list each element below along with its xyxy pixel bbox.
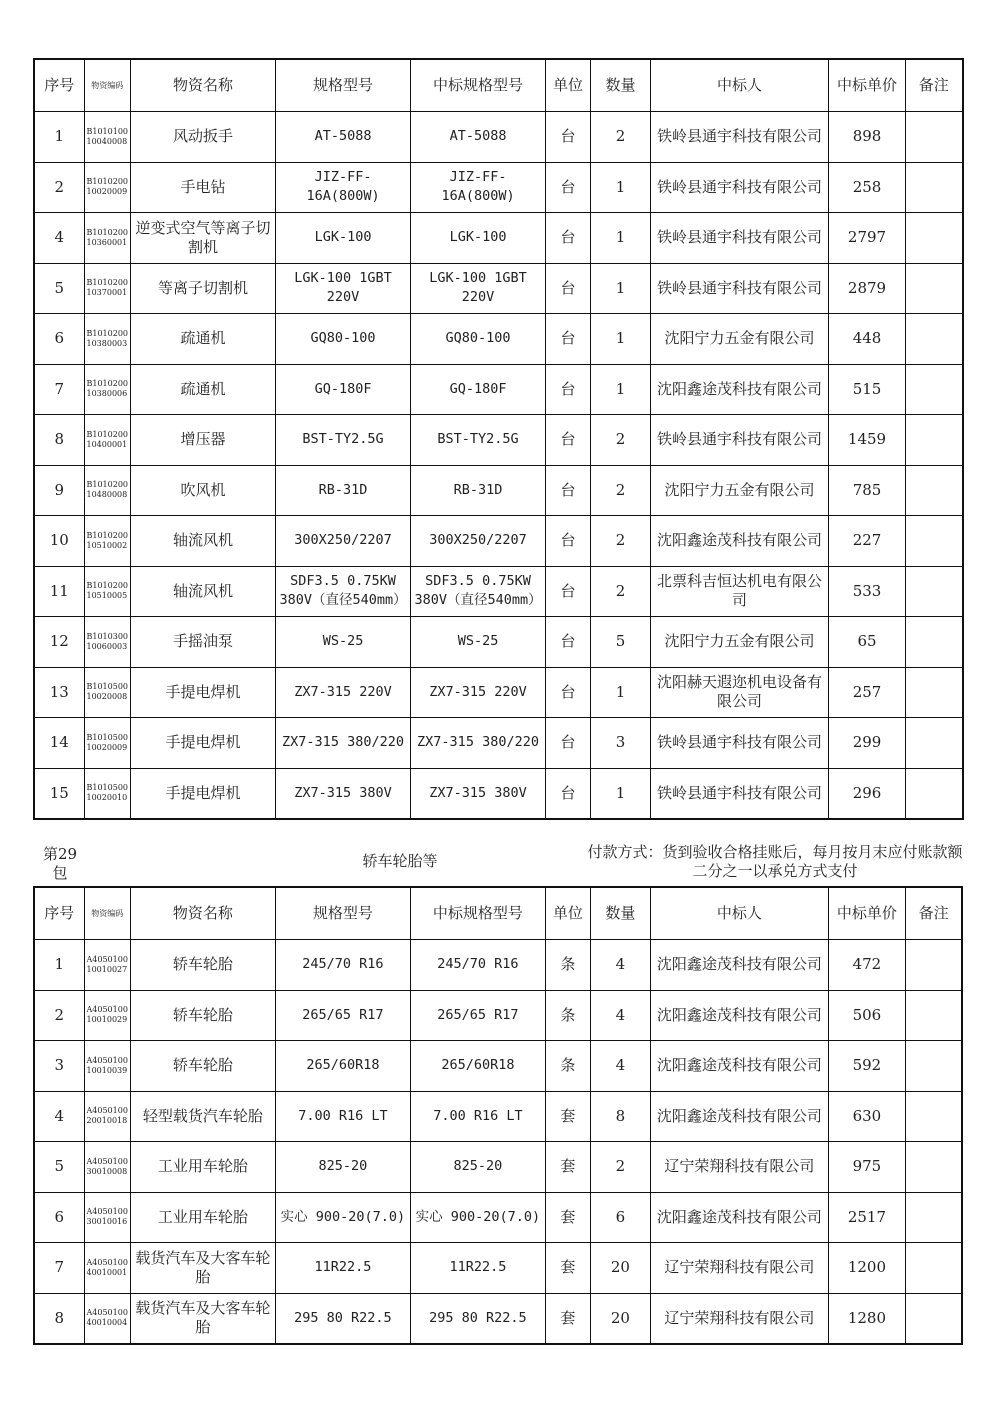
row-number: 5 [34, 263, 84, 314]
row-number: 13 [34, 667, 84, 718]
bid-spec: RB-31D [411, 465, 546, 516]
winning-bidder: 铁岭县通宇科技有限公司 [651, 112, 829, 163]
winning-bidder: 铁岭县通宇科技有限公司 [651, 415, 829, 466]
table-row [34, 566, 963, 617]
remarks [906, 263, 963, 314]
unit-price: 227 [829, 516, 906, 567]
quantity: 1 [591, 314, 651, 365]
material-code: A4050100 40010004 [84, 1293, 130, 1344]
quantity: 2 [591, 516, 651, 567]
winning-bidder: 铁岭县通宇科技有限公司 [651, 718, 829, 769]
quantity: 4 [590, 1041, 650, 1092]
remarks [906, 667, 963, 718]
unit-price: 1280 [828, 1293, 905, 1344]
material-name: 轴流风机 [131, 516, 276, 567]
unit-price: 65 [829, 617, 906, 668]
material-name: 手电钻 [131, 162, 276, 213]
spec: SDF3.5 0.75KW 380V（直径540mm） [276, 566, 411, 617]
unit: 套 [545, 1142, 590, 1193]
column-header-unit-price: 中标单价 [829, 59, 906, 112]
winning-bidder: 铁岭县通宇科技有限公司 [651, 768, 829, 819]
procurement-table-2 [33, 886, 963, 1345]
spec: LGK-100 1GBT 220V [276, 263, 411, 314]
column-header-spec: 规格型号 [275, 887, 410, 940]
unit: 套 [545, 1192, 590, 1243]
row-number: 9 [34, 465, 84, 516]
spec: ZX7-315 380/220 [276, 718, 411, 769]
bid-spec: 11R22.5 [410, 1243, 545, 1294]
material-code: A4050100 10010027 [84, 940, 130, 991]
material-code: B1010200 10380003 [84, 314, 131, 365]
table-body [34, 112, 963, 820]
unit: 台 [546, 667, 591, 718]
material-code: B1010200 10370001 [84, 263, 131, 314]
material-name: 轴流风机 [131, 566, 276, 617]
material-name: 逆变式空气等离子切割机 [131, 213, 276, 264]
row-number: 14 [34, 718, 84, 769]
remarks [906, 566, 963, 617]
remarks [905, 1293, 962, 1344]
remarks [905, 940, 962, 991]
bid-spec: ZX7-315 380/220 [411, 718, 546, 769]
table-row [34, 263, 963, 314]
quantity: 2 [591, 566, 651, 617]
unit-price: 1459 [829, 415, 906, 466]
bid-spec: GQ-180F [411, 364, 546, 415]
material-code: A4050100 30010008 [84, 1142, 130, 1193]
material-code: B1010200 10510005 [84, 566, 131, 617]
material-code: B1010500 10020010 [84, 768, 131, 819]
row-number: 7 [34, 1243, 84, 1294]
material-code: A4050100 20010018 [84, 1091, 130, 1142]
unit: 台 [546, 263, 591, 314]
package-number: 第29包 [42, 845, 78, 882]
table-row [34, 1142, 962, 1193]
row-number: 5 [34, 1142, 84, 1193]
table-row [34, 718, 963, 769]
material-name: 风动扳手 [131, 112, 276, 163]
quantity: 2 [591, 415, 651, 466]
unit-price: 506 [828, 990, 905, 1041]
material-name: 轿车轮胎 [130, 1041, 275, 1092]
column-header-material-code: 物资编码 [84, 59, 131, 112]
remarks [905, 1041, 962, 1092]
material-code: B1010200 10020009 [84, 162, 131, 213]
column-header-row-number: 序号 [34, 59, 84, 112]
remarks [905, 1192, 962, 1243]
table-row [34, 213, 963, 264]
bid-spec: 295 80 R22.5 [410, 1293, 545, 1344]
remarks [906, 516, 963, 567]
unit-price: 515 [829, 364, 906, 415]
column-header-unit: 单位 [545, 887, 590, 940]
material-name: 手提电焊机 [131, 718, 276, 769]
column-header-quantity: 数量 [591, 59, 651, 112]
column-header-material-code: 物资编码 [84, 887, 130, 940]
quantity: 5 [591, 617, 651, 668]
material-code: B1010200 10360001 [84, 213, 131, 264]
unit: 台 [546, 718, 591, 769]
unit: 台 [546, 566, 591, 617]
quantity: 6 [590, 1192, 650, 1243]
winning-bidder: 铁岭县通宇科技有限公司 [651, 263, 829, 314]
row-number: 7 [34, 364, 84, 415]
row-number: 10 [34, 516, 84, 567]
remarks [905, 1243, 962, 1294]
row-number: 4 [34, 213, 84, 264]
unit: 条 [545, 990, 590, 1041]
row-number: 3 [34, 1041, 84, 1092]
unit: 台 [546, 617, 591, 668]
spec: 825-20 [275, 1142, 410, 1193]
unit: 台 [546, 516, 591, 567]
table-body [34, 940, 962, 1345]
unit-price: 2879 [829, 263, 906, 314]
remarks [906, 213, 963, 264]
material-name: 手摇油泵 [131, 617, 276, 668]
bid-spec: WS-25 [411, 617, 546, 668]
unit: 条 [545, 1041, 590, 1092]
quantity: 4 [590, 990, 650, 1041]
unit-price: 630 [828, 1091, 905, 1142]
spec: RB-31D [276, 465, 411, 516]
table-row [34, 465, 963, 516]
spec: JIZ-FF-16A(800W) [276, 162, 411, 213]
material-name: 轻型载货汽车轮胎 [130, 1091, 275, 1142]
unit-price: 2797 [829, 213, 906, 264]
winning-bidder: 沈阳宁力五金有限公司 [651, 617, 829, 668]
row-number: 8 [34, 415, 84, 466]
remarks [906, 768, 963, 819]
unit-price: 2517 [828, 1192, 905, 1243]
spec: BST-TY2.5G [276, 415, 411, 466]
material-name: 手提电焊机 [131, 768, 276, 819]
remarks [905, 1091, 962, 1142]
bid-spec: ZX7-315 380V [411, 768, 546, 819]
column-header-winning-bidder: 中标人 [651, 59, 829, 112]
table-row [34, 940, 962, 991]
unit: 套 [545, 1091, 590, 1142]
table-row [34, 1091, 962, 1142]
material-code: B1010200 10480008 [84, 465, 131, 516]
material-code: B1010500 10020009 [84, 718, 131, 769]
table-row [34, 1041, 962, 1092]
winning-bidder: 辽宁荣翔科技有限公司 [650, 1142, 828, 1193]
material-name: 吹风机 [131, 465, 276, 516]
table-row [34, 314, 963, 365]
unit-price: 785 [829, 465, 906, 516]
unit: 台 [546, 415, 591, 466]
winning-bidder: 辽宁荣翔科技有限公司 [650, 1243, 828, 1294]
remarks [906, 314, 963, 365]
table-row [34, 1192, 962, 1243]
unit-price: 296 [829, 768, 906, 819]
remarks [906, 162, 963, 213]
quantity: 1 [591, 667, 651, 718]
bid-spec: 300X250/2207 [411, 516, 546, 567]
unit-price: 472 [828, 940, 905, 991]
bid-spec: SDF3.5 0.75KW 380V（直径540mm） [411, 566, 546, 617]
winning-bidder: 沈阳鑫途茂科技有限公司 [650, 1041, 828, 1092]
column-header-bid-spec: 中标规格型号 [411, 59, 546, 112]
quantity: 1 [591, 213, 651, 264]
material-code: A4050100 30010016 [84, 1192, 130, 1243]
spec: 295 80 R22.5 [275, 1293, 410, 1344]
unit-price: 448 [829, 314, 906, 365]
bid-spec: 265/65 R17 [410, 990, 545, 1041]
quantity: 3 [591, 718, 651, 769]
material-name: 增压器 [131, 415, 276, 466]
winning-bidder: 辽宁荣翔科技有限公司 [650, 1293, 828, 1344]
quantity: 1 [591, 162, 651, 213]
bid-spec: LGK-100 [411, 213, 546, 264]
column-header-material-name: 物资名称 [130, 887, 275, 940]
row-number: 12 [34, 617, 84, 668]
quantity: 20 [590, 1243, 650, 1294]
unit: 台 [546, 314, 591, 365]
row-number: 11 [34, 566, 84, 617]
column-header-unit: 单位 [546, 59, 591, 112]
row-number: 2 [34, 990, 84, 1041]
remarks [906, 112, 963, 163]
spec: LGK-100 [276, 213, 411, 264]
winning-bidder: 沈阳宁力五金有限公司 [651, 314, 829, 365]
table-row [34, 364, 963, 415]
spec: WS-25 [276, 617, 411, 668]
material-name: 等离子切割机 [131, 263, 276, 314]
unit: 台 [546, 213, 591, 264]
winning-bidder: 沈阳鑫途茂科技有限公司 [650, 990, 828, 1041]
unit-price: 258 [829, 162, 906, 213]
column-header-material-name: 物资名称 [131, 59, 276, 112]
unit-price: 975 [828, 1142, 905, 1193]
unit: 台 [546, 162, 591, 213]
quantity: 1 [591, 768, 651, 819]
unit-price: 898 [829, 112, 906, 163]
unit: 套 [545, 1293, 590, 1344]
row-number: 6 [34, 314, 84, 365]
remarks [906, 364, 963, 415]
column-header-row-number: 序号 [34, 887, 84, 940]
unit-price: 592 [828, 1041, 905, 1092]
material-name: 疏通机 [131, 364, 276, 415]
material-code: A4050100 10010039 [84, 1041, 130, 1092]
column-header-remarks: 备注 [905, 887, 962, 940]
row-number: 1 [34, 940, 84, 991]
bid-spec: JIZ-FF-16A(800W) [411, 162, 546, 213]
material-name: 手提电焊机 [131, 667, 276, 718]
unit-price: 299 [829, 718, 906, 769]
table-row [34, 516, 963, 567]
column-header-remarks: 备注 [906, 59, 963, 112]
row-number: 6 [34, 1192, 84, 1243]
unit: 台 [546, 112, 591, 163]
material-code: B1010200 10510002 [84, 516, 131, 567]
package-name: 轿车轮胎等 [362, 852, 438, 870]
spec: GQ-180F [276, 364, 411, 415]
table-row [34, 667, 963, 718]
bid-spec: LGK-100 1GBT 220V [411, 263, 546, 314]
column-header-spec: 规格型号 [276, 59, 411, 112]
winning-bidder: 沈阳赫天遐迩机电设备有限公司 [651, 667, 829, 718]
bid-spec: AT-5088 [411, 112, 546, 163]
material-name: 工业用车轮胎 [130, 1142, 275, 1193]
winning-bidder: 铁岭县通宇科技有限公司 [651, 213, 829, 264]
quantity: 4 [590, 940, 650, 991]
material-code: B1010300 10060003 [84, 617, 131, 668]
bid-spec: BST-TY2.5G [411, 415, 546, 466]
material-name: 轿车轮胎 [130, 940, 275, 991]
spec: 11R22.5 [275, 1243, 410, 1294]
table-header-row [34, 59, 963, 112]
bid-spec: GQ80-100 [411, 314, 546, 365]
row-number: 2 [34, 162, 84, 213]
quantity: 8 [590, 1091, 650, 1142]
unit-price: 257 [829, 667, 906, 718]
spec: 300X250/2207 [276, 516, 411, 567]
procurement-table-1 [33, 58, 964, 820]
spec: GQ80-100 [276, 314, 411, 365]
quantity: 20 [590, 1293, 650, 1344]
bid-spec: 245/70 R16 [410, 940, 545, 991]
bid-spec: ZX7-315 220V [411, 667, 546, 718]
unit-price: 1200 [828, 1243, 905, 1294]
quantity: 1 [591, 364, 651, 415]
quantity: 2 [590, 1142, 650, 1193]
row-number: 4 [34, 1091, 84, 1142]
remarks [906, 465, 963, 516]
spec: AT-5088 [276, 112, 411, 163]
column-header-unit-price: 中标单价 [828, 887, 905, 940]
table-row [34, 162, 963, 213]
unit: 条 [545, 940, 590, 991]
table-header-row [34, 887, 962, 940]
payment-terms: 付款方式：货到验收合格挂账后，每月按月末应付账款额二分之一以承兑方式支付 [587, 843, 963, 880]
spec: ZX7-315 380V [276, 768, 411, 819]
material-code: B1010500 10020008 [84, 667, 131, 718]
row-number: 8 [34, 1293, 84, 1344]
table-row [34, 112, 963, 163]
material-code: A4050100 10010029 [84, 990, 130, 1041]
unit-price: 533 [829, 566, 906, 617]
column-header-bid-spec: 中标规格型号 [410, 887, 545, 940]
unit: 台 [546, 768, 591, 819]
material-code: B1010200 10400001 [84, 415, 131, 466]
spec: 265/60R18 [275, 1041, 410, 1092]
winning-bidder: 沈阳鑫途茂科技有限公司 [650, 1091, 828, 1142]
unit: 台 [546, 364, 591, 415]
winning-bidder: 沈阳鑫途茂科技有限公司 [651, 364, 829, 415]
remarks [905, 990, 962, 1041]
unit: 台 [546, 465, 591, 516]
table-row [34, 990, 962, 1041]
winning-bidder: 沈阳宁力五金有限公司 [651, 465, 829, 516]
table-row [34, 1293, 962, 1344]
material-code: A4050100 40010001 [84, 1243, 130, 1294]
spec: 7.00 R16 LT [275, 1091, 410, 1142]
material-code: B1010100 10040008 [84, 112, 131, 163]
spec: 245/70 R16 [275, 940, 410, 991]
winning-bidder: 北票科吉恒达机电有限公司 [651, 566, 829, 617]
quantity: 2 [591, 465, 651, 516]
table-row [34, 415, 963, 466]
quantity: 2 [591, 112, 651, 163]
remarks [906, 415, 963, 466]
bid-spec: 实心 900-20(7.0) [410, 1192, 545, 1243]
remarks [906, 718, 963, 769]
row-number: 15 [34, 768, 84, 819]
winning-bidder: 沈阳鑫途茂科技有限公司 [650, 940, 828, 991]
table-row [34, 768, 963, 819]
material-name: 载货汽车及大客车轮胎 [130, 1243, 275, 1294]
bid-spec: 825-20 [410, 1142, 545, 1193]
column-header-quantity: 数量 [590, 887, 650, 940]
quantity: 1 [591, 263, 651, 314]
winning-bidder: 铁岭县通宇科技有限公司 [651, 162, 829, 213]
material-code: B1010200 10380006 [84, 364, 131, 415]
table-row [34, 1243, 962, 1294]
row-number: 1 [34, 112, 84, 163]
winning-bidder: 沈阳鑫途茂科技有限公司 [650, 1192, 828, 1243]
spec: 265/65 R17 [275, 990, 410, 1041]
material-name: 载货汽车及大客车轮胎 [130, 1293, 275, 1344]
remarks [905, 1142, 962, 1193]
bid-spec: 7.00 R16 LT [410, 1091, 545, 1142]
spec: 实心 900-20(7.0) [275, 1192, 410, 1243]
material-name: 轿车轮胎 [130, 990, 275, 1041]
winning-bidder: 沈阳鑫途茂科技有限公司 [651, 516, 829, 567]
column-header-winning-bidder: 中标人 [650, 887, 828, 940]
bid-spec: 265/60R18 [410, 1041, 545, 1092]
table-row [34, 617, 963, 668]
unit: 套 [545, 1243, 590, 1294]
material-name: 工业用车轮胎 [130, 1192, 275, 1243]
spec: ZX7-315 220V [276, 667, 411, 718]
material-name: 疏通机 [131, 314, 276, 365]
remarks [906, 617, 963, 668]
